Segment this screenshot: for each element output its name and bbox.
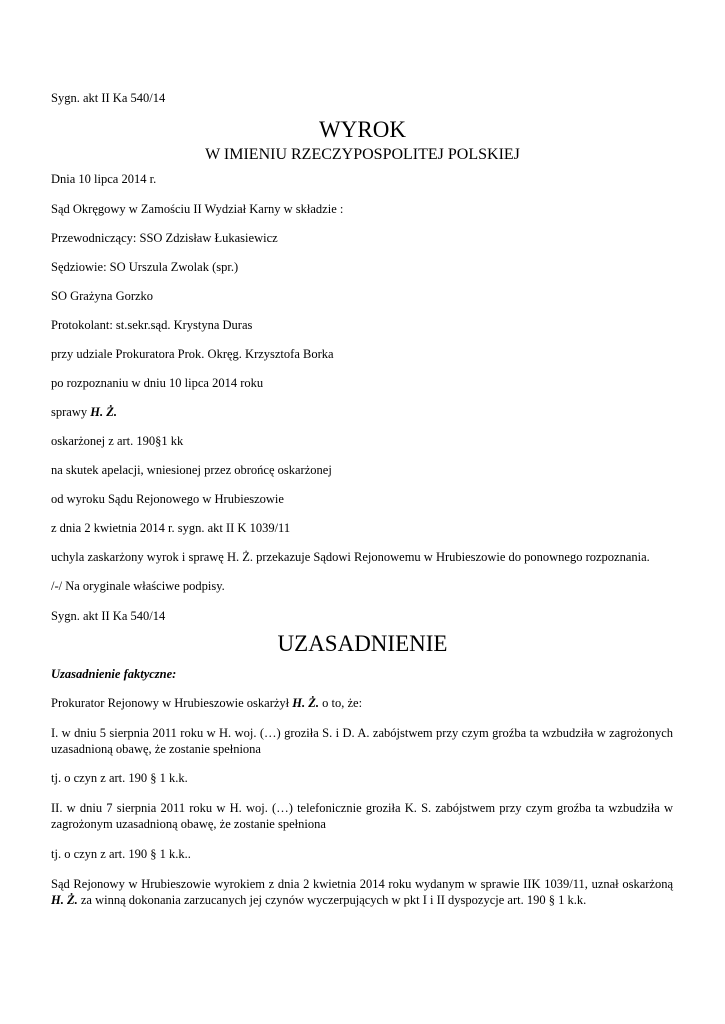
appealed-judgment-date: z dnia 2 kwietnia 2014 r. sygn. akt II K 1039/11 [51, 521, 291, 535]
defendant-name: H. Ż. [90, 405, 117, 419]
case-prefix: sprawy [51, 405, 91, 419]
indictment-suffix: o to, że: [319, 696, 363, 710]
document-title: WYROK [319, 117, 406, 142]
count-two: II. w dniu 7 sierpnia 2011 roku w H. woj. (…) telefonicznie groziła K. S. zabójstwem przy czym groźba ta wzbudziła w zagrożonym uzasadnioną obawę, że zostanie spełniona [51, 801, 673, 831]
case-signature: Sygn. akt II Ka 540/14 [51, 91, 166, 105]
ruling: uchyla zaskarżony wyrok i sprawę H. Ż. przekazuje Sądowi Rejonowemu w Hrubieszowie do ponownego rozpoznania. [51, 550, 650, 564]
count-two-law: tj. o czyn z art. 190 § 1 k.k.. [51, 847, 191, 861]
charge: oskarżonej z art. 190§1 kk [51, 434, 184, 448]
verdict-paragraph [51, 876, 673, 908]
case-line [51, 405, 117, 420]
defendant-name: H. Ż. [51, 893, 78, 907]
indictment-prefix: Prokurator Rejonowy w Hrubieszowie oskarżył [51, 696, 293, 710]
court-composition: Sąd Okręgowy w Zamościu II Wydział Karny w składzie : [51, 202, 344, 216]
count-one-law: tj. o czyn z art. 190 § 1 k.k. [51, 771, 188, 785]
court-clerk: Protokolant: st.sekr.sąd. Krystyna Duras [51, 318, 253, 332]
document-subtitle: W IMIENIU RZECZYPOSPOLITEJ POLSKIEJ [205, 146, 520, 163]
justification-title: UZASADNIENIE [277, 631, 448, 656]
case-signature-bottom: Sygn. akt II Ka 540/14 [51, 609, 166, 623]
indictment-intro [51, 696, 362, 711]
judges: Sędziowie: SO Urszula Zwolak (spr.) [51, 260, 239, 274]
hearing-date: po rozpoznaniu w dniu 10 lipca 2014 roku [51, 376, 264, 390]
prosecutor: przy udziale Prokuratora Prok. Okręg. Krzysztofa Borka [51, 347, 334, 361]
presiding-judge: Przewodniczący: SSO Zdzisław Łukasiewicz [51, 231, 278, 245]
appealed-judgment: od wyroku Sądu Rejonowego w Hrubieszowie [51, 492, 284, 506]
count-one: I. w dniu 5 sierpnia 2011 roku w H. woj. (…) groziła S. i D. A. zabójstwem przy czym groźba ta wzbudziła w zagrożonych uzasadnioną obawę, że zostanie spełniona [51, 726, 673, 756]
signatures-note: /-/ Na oryginale właściwe podpisy. [51, 579, 225, 593]
appeal-info: na skutek apelacji, wniesionej przez obrońcę oskarżonej [51, 463, 332, 477]
defendant-name: H. Ż. [292, 696, 320, 710]
judgment-date: Dnia 10 lipca 2014 r. [51, 172, 157, 186]
verdict-prefix: Sąd Rejonowy w Hrubieszowie wyrokiem z dnia 2 kwietnia 2014 roku wydanym w sprawie IIK 1039/11, uznał oskarżoną [51, 877, 673, 891]
judge-second: SO Grażyna Gorzko [51, 289, 154, 303]
factual-heading: Uzasadnienie faktyczne: [51, 667, 177, 681]
verdict-suffix: za winną dokonania zarzucanych jej czynów wyczerpujących w pkt I i II dyspozycje art. 190 § 1 k.k. [77, 893, 587, 907]
